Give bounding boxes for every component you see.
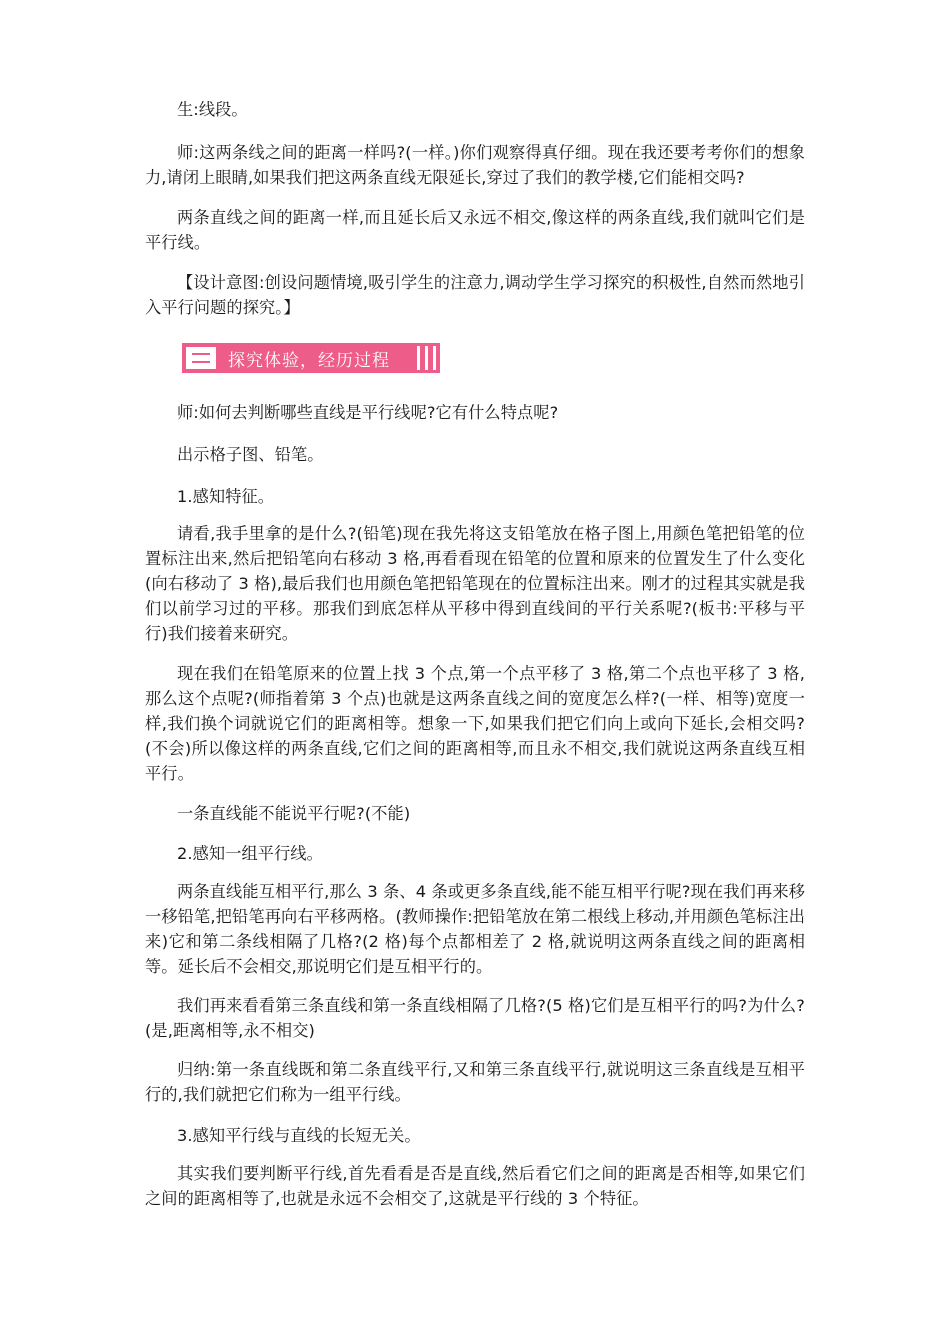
paragraph-design-intent: 【设计意图:创设问题情境,吸引学生的注意力,调动学生学习探究的积极性,自然而然地引入平行问题的探究。】: [145, 273, 805, 317]
step-heading-2: 2.感知一组平行线。: [177, 844, 323, 863]
section-banner-title: 探究体验，经历过程: [228, 350, 390, 371]
paragraph-parallel-definition: 两条直线之间的距离一样,而且延长后又永远不相交,像这样的两条直线,我们就叫它们是平行线。: [145, 208, 805, 252]
paragraph-how-to-judge: 师:如何去判断哪些直线是平行线呢?它有什么特点呢?: [177, 403, 559, 422]
step-heading-3: 3.感知平行线与直线的长短无关。: [177, 1126, 421, 1145]
section-banner: [182, 343, 440, 373]
paragraph-show-materials: 出示格子图、铅笔。: [177, 445, 324, 464]
numeral-two-box-icon: [186, 347, 216, 369]
paragraph-student-answer: 生:线段。: [177, 100, 248, 119]
paragraph-pencil-translation: 请看,我手里拿的是什么?(铅笔)现在我先将这支铅笔放在格子图上,用颜色笔把铅笔的位置标注出来,然后把铅笔向右移动 3 格,再看看现在铅笔的位置和原来的位置发生了什么变化(向右移动了 3 格),最后我们也用颜色笔把铅笔现在的位置标注出来。刚才的过程其实就是我们以前学习过的平移。那我们到底怎样从平移中得到直线间的平行关系呢?(板书:平移与平行)我们接着来研究。: [145, 524, 805, 643]
paragraph-multiple-lines: 两条直线能互相平行,那么 3 条、4 条或更多条直线,能不能互相平行呢?现在我们再来移一移铅笔,把铅笔再向右平移两格。(教师操作:把铅笔放在第二根线上移动,并用颜色笔标注出来)它和第二条线相隔了几格?(2 格)每个点都相差了 2 格,就说明这两条直线之间的距离相等。延长后不会相交,那说明它们是互相平行的。: [145, 882, 805, 976]
banner-stripes-decoration: [412, 346, 436, 370]
paragraph-three-features: 其实我们要判断平行线,首先看看是否是直线,然后看它们之间的距离是否相等,如果它们之间的距离相等了,也就是永远不会相交了,这就是平行线的 3 个特征。: [145, 1164, 805, 1208]
step-heading-1: 1.感知特征。: [177, 487, 275, 506]
paragraph-single-line-question: 一条直线能不能说平行呢?(不能): [177, 804, 411, 823]
paragraph-teacher-question: 师:这两条线之间的距离一样吗?(一样。)你们观察得真仔细。现在我还要考考你们的想象力,请闭上眼睛,如果我们把这两条直线无限延长,穿过了我们的教学楼,它们能相交吗?: [145, 143, 805, 187]
paragraph-three-points: 现在我们在铅笔原来的位置上找 3 个点,第一个点平移了 3 格,第二个点也平移了 3 格,那么这个点呢?(师指着第 3 个点)也就是这两条直线之间的宽度怎么样?(一样、相等)宽度一样,我们换个词就说它们的距离相等。想象一下,如果我们把它们向上或向下延长,会相交吗?(不会)所以像这样的两条直线,它们之间的距离相等,而且永不相交,我们就说这两条直线互相平行。: [145, 664, 805, 783]
paragraph-summary: 归纳:第一条直线既和第二条直线平行,又和第三条直线平行,就说明这三条直线是互相平行的,我们就把它们称为一组平行线。: [145, 1060, 805, 1104]
paragraph-third-line: 我们再来看看第三条直线和第一条直线相隔了几格?(5 格)它们是互相平行的吗?为什么?(是,距离相等,永不相交): [145, 996, 805, 1040]
